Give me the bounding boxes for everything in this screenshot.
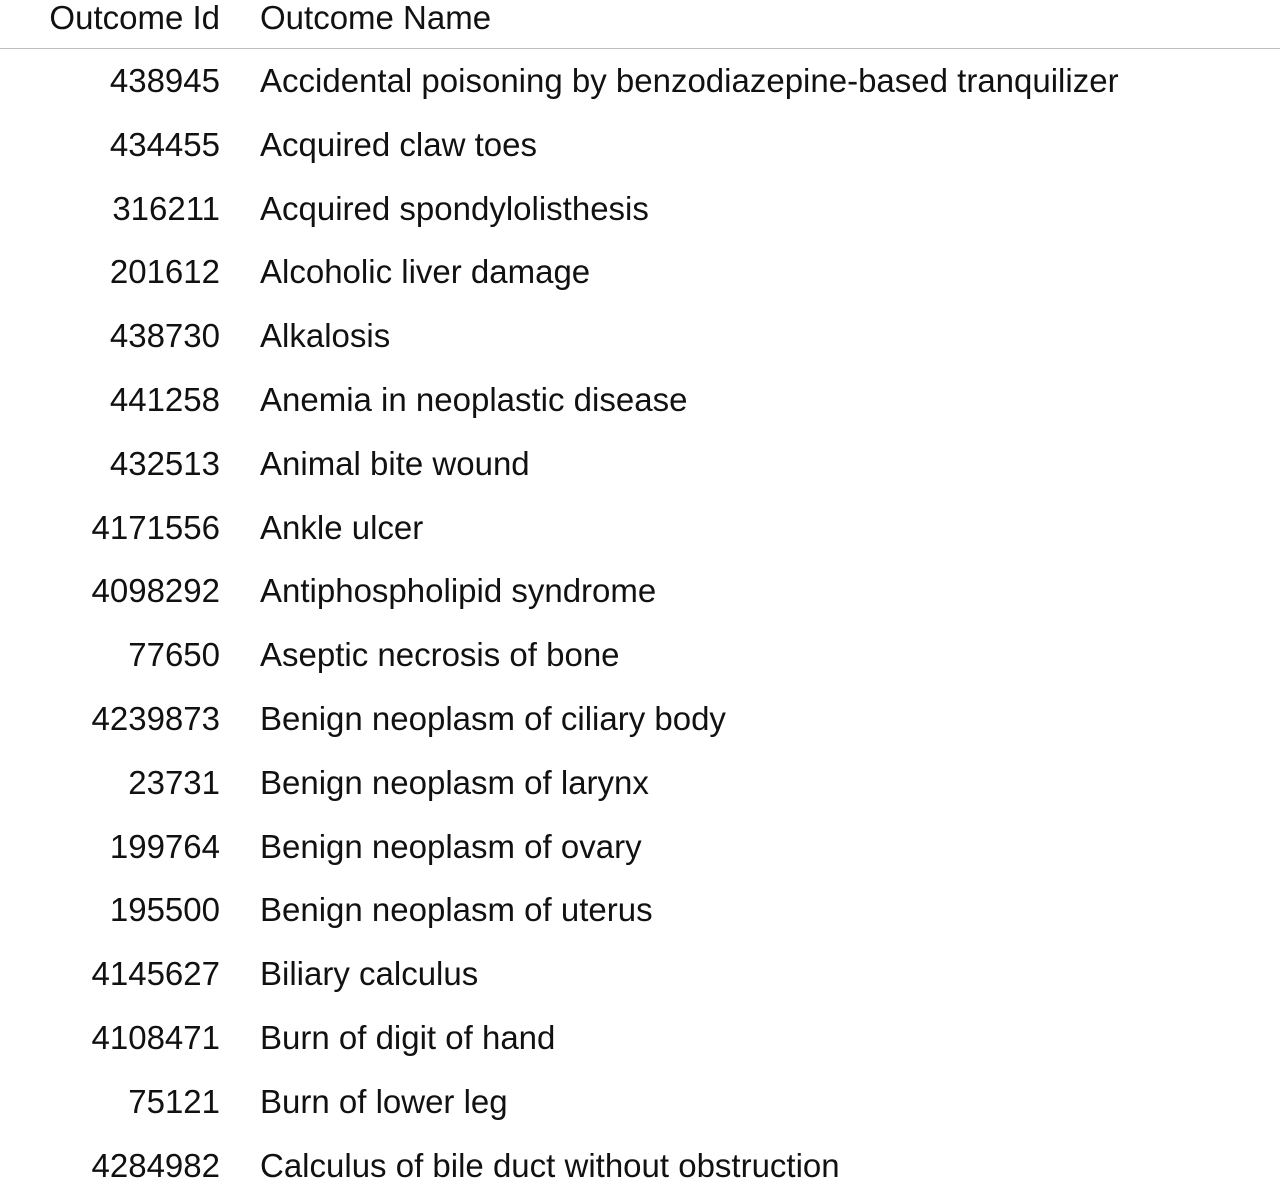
outcome-id-cell: 441258 xyxy=(109,380,220,418)
table-row xyxy=(0,367,1280,431)
table-row xyxy=(0,495,1280,559)
outcome-id-cell: 75121 xyxy=(128,1082,220,1120)
outcome-name-cell: Burn of lower leg xyxy=(260,1082,508,1120)
table-row xyxy=(0,176,1280,240)
table-row xyxy=(0,303,1280,367)
outcome-id-cell: 199764 xyxy=(109,827,220,865)
outcome-name-cell: Acquired claw toes xyxy=(260,125,537,163)
outcome-id-cell: 434455 xyxy=(109,125,220,163)
outcome-id-cell: 201612 xyxy=(109,253,220,291)
outcome-id-cell: 432513 xyxy=(109,444,220,482)
outcome-name-cell: Alkalosis xyxy=(260,317,391,355)
outcome-id-cell: 316211 xyxy=(112,189,220,227)
table-row xyxy=(0,48,1280,112)
table-row xyxy=(0,877,1280,941)
outcome-name-cell: Accidental poisoning by benzodiazepine-based tranquilizer xyxy=(260,62,1119,99)
table-row xyxy=(0,1133,1280,1196)
table-row xyxy=(0,112,1280,176)
outcome-id-cell: 195500 xyxy=(109,891,220,929)
outcome-name-cell: Acquired spondylolisthesis xyxy=(260,189,649,227)
outcome-name-cell: Benign neoplasm of larynx xyxy=(260,763,649,801)
outcome-name-cell: Anemia in neoplastic disease xyxy=(260,380,688,418)
table-header xyxy=(0,0,1280,49)
table-row xyxy=(0,239,1280,303)
outcome-id-cell: 4098292 xyxy=(91,572,220,610)
table-row xyxy=(0,1069,1280,1133)
outcome-name-cell: Calculus of bile duct without obstruction xyxy=(260,1146,840,1184)
outcome-name-cell: Alcoholic liver damage xyxy=(260,253,591,291)
table-row xyxy=(0,686,1280,750)
outcome-name-cell: Benign neoplasm of ovary xyxy=(260,827,642,865)
table-body xyxy=(0,48,1280,1196)
outcome-name-cell: Antiphospholipid syndrome xyxy=(260,572,657,610)
table-row xyxy=(0,622,1280,686)
outcome-name-cell: Benign neoplasm of uterus xyxy=(260,891,653,929)
outcome-id-cell: 438730 xyxy=(109,317,220,355)
outcome-id-cell: 4239873 xyxy=(91,699,220,737)
outcome-name-cell: Burn of digit of hand xyxy=(260,1018,556,1056)
table-row xyxy=(0,431,1280,495)
outcome-id-cell: 4108471 xyxy=(91,1018,220,1056)
outcome-name-cell: Ankle ulcer xyxy=(260,508,424,546)
outcome-name-cell: Aseptic necrosis of bone xyxy=(260,636,620,674)
outcome-id-cell: 438945 xyxy=(109,62,220,99)
outcome-name-cell: Biliary calculus xyxy=(260,955,479,993)
outcome-id-cell: 23731 xyxy=(128,763,220,801)
table-row xyxy=(0,941,1280,1005)
outcome-id-cell: 4171556 xyxy=(91,508,220,546)
table-row xyxy=(0,814,1280,878)
outcome-id-cell: 77650 xyxy=(128,636,220,674)
outcome-name-cell: Benign neoplasm of ciliary body xyxy=(260,699,726,737)
table-row xyxy=(0,1005,1280,1069)
table-row xyxy=(0,558,1280,622)
header-outcome-name: Outcome Name xyxy=(260,0,492,36)
outcome-id-cell: 4145627 xyxy=(91,955,220,993)
table-row xyxy=(0,750,1280,814)
header-outcome-id: Outcome Id xyxy=(49,0,220,36)
outcome-name-cell: Animal bite wound xyxy=(260,444,530,482)
outcome-id-cell: 4284982 xyxy=(91,1146,220,1184)
